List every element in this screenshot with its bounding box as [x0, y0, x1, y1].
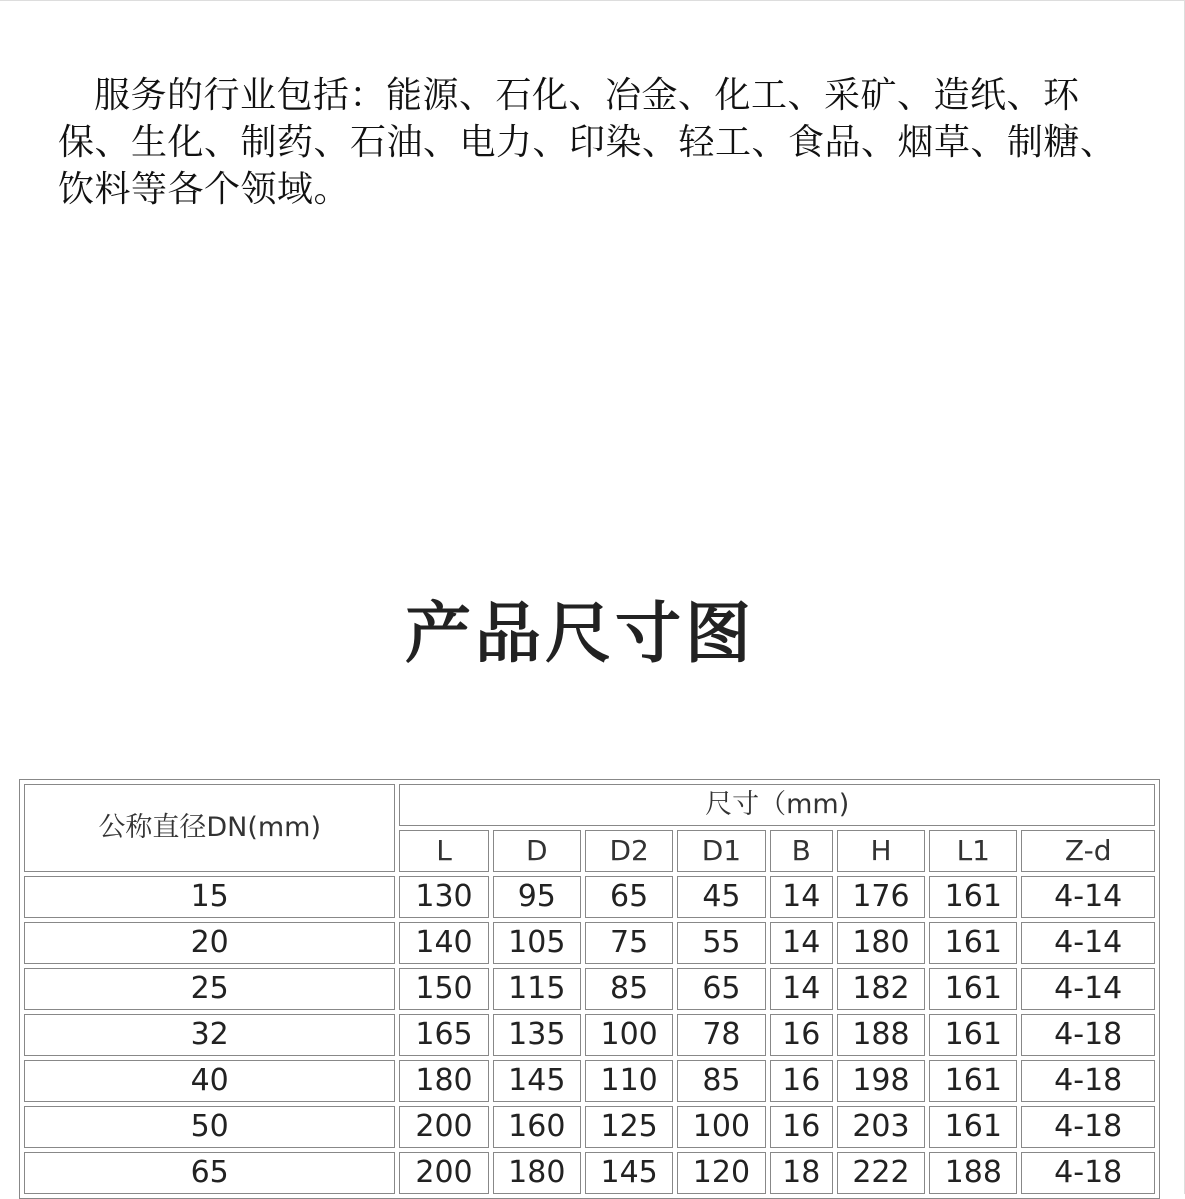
dimension-cell: 180	[399, 1060, 488, 1102]
dimension-cell: 203	[837, 1106, 925, 1148]
dimension-cell: 161	[929, 968, 1017, 1010]
dimension-cell: 4-14	[1021, 922, 1155, 964]
dimension-cell: 200	[399, 1152, 488, 1194]
dimension-cell: 222	[837, 1152, 925, 1194]
dimension-cell: 100	[585, 1014, 673, 1056]
dimension-cell: 18	[770, 1152, 833, 1194]
dn-cell: 25	[24, 968, 395, 1010]
dimension-cell: 145	[493, 1060, 581, 1102]
dimension-cell: 145	[585, 1152, 673, 1194]
dn-cell: 20	[24, 922, 395, 964]
dimension-cell: 14	[770, 922, 833, 964]
dimension-cell: 4-18	[1021, 1060, 1155, 1102]
dimension-cell: 176	[837, 876, 925, 918]
dimension-cell: 100	[677, 1106, 765, 1148]
column-header-Zd: Z-d	[1021, 830, 1155, 872]
column-header-D: D	[493, 830, 581, 872]
table-row	[24, 1014, 1155, 1056]
dn-cell: 65	[24, 1152, 395, 1194]
table-row	[24, 1060, 1155, 1102]
dimension-cell: 65	[585, 876, 673, 918]
dimension-cell: 4-18	[1021, 1014, 1155, 1056]
dimension-cell: 95	[493, 876, 581, 918]
dimension-cell: 161	[929, 1106, 1017, 1148]
dimension-cell: 161	[929, 1060, 1017, 1102]
dimension-cell: 160	[493, 1106, 581, 1148]
dimension-cell: 65	[677, 968, 765, 1010]
dimension-group-header: 尺寸（mm)	[399, 784, 1155, 826]
dimension-cell: 198	[837, 1060, 925, 1102]
table-row	[24, 1106, 1155, 1148]
dimension-cell: 14	[770, 876, 833, 918]
dimension-table-body	[24, 784, 1155, 1194]
dimension-cell: 130	[399, 876, 488, 918]
table-row	[24, 1152, 1155, 1194]
dimension-cell: 150	[399, 968, 488, 1010]
table-row	[24, 922, 1155, 964]
dimension-cell: 161	[929, 922, 1017, 964]
dimension-cell: 188	[837, 1014, 925, 1056]
column-header-D1: D1	[677, 830, 765, 872]
dn-cell: 32	[24, 1014, 395, 1056]
dimension-cell: 16	[770, 1106, 833, 1148]
column-header-B: B	[770, 830, 833, 872]
dimension-cell: 180	[493, 1152, 581, 1194]
dimension-cell: 105	[493, 922, 581, 964]
dimension-cell: 115	[493, 968, 581, 1010]
dimension-cell: 14	[770, 968, 833, 1010]
dimension-cell: 140	[399, 922, 488, 964]
dimension-cell: 85	[585, 968, 673, 1010]
industries-paragraph: 服务的行业包括：能源、石化、冶金、化工、采矿、造纸、环保、生化、制药、石油、电力、印染、轻工、食品、烟草、制糖、饮料等各个领域。	[58, 75, 1117, 210]
table-row	[24, 968, 1155, 1010]
dimension-cell: 55	[677, 922, 765, 964]
dimension-cell: 200	[399, 1106, 488, 1148]
dimension-cell: 4-14	[1021, 876, 1155, 918]
column-header-D2: D2	[585, 830, 673, 872]
dimension-cell: 135	[493, 1014, 581, 1056]
dimension-cell: 125	[585, 1106, 673, 1148]
dimension-cell: 4-14	[1021, 968, 1155, 1010]
top-border	[0, 0, 1185, 1]
dimension-cell: 180	[837, 922, 925, 964]
dimension-table	[19, 779, 1160, 1199]
dimension-cell: 120	[677, 1152, 765, 1194]
dimension-cell: 188	[929, 1152, 1017, 1194]
dimension-cell: 165	[399, 1014, 488, 1056]
dimension-cell: 16	[770, 1014, 833, 1056]
section-title: 产品尺寸图	[405, 595, 755, 672]
dimension-cell: 45	[677, 876, 765, 918]
dimension-cell: 75	[585, 922, 673, 964]
table-row	[24, 876, 1155, 918]
dimension-cell: 110	[585, 1060, 673, 1102]
dimension-cell: 16	[770, 1060, 833, 1102]
column-header-H: H	[837, 830, 925, 872]
dimension-cell: 182	[837, 968, 925, 1010]
dimension-cell: 161	[929, 1014, 1017, 1056]
dn-header: 公称直径DN(mm)	[24, 784, 395, 872]
dimension-cell: 85	[677, 1060, 765, 1102]
dimension-cell: 4-18	[1021, 1152, 1155, 1194]
dimension-cell: 78	[677, 1014, 765, 1056]
dimension-cell: 4-18	[1021, 1106, 1155, 1148]
column-header-L: L	[399, 830, 488, 872]
dn-cell: 50	[24, 1106, 395, 1148]
table-header-row-1	[24, 784, 1155, 826]
column-header-L1: L1	[929, 830, 1017, 872]
dimension-cell: 161	[929, 876, 1017, 918]
dn-cell: 15	[24, 876, 395, 918]
dn-cell: 40	[24, 1060, 395, 1102]
